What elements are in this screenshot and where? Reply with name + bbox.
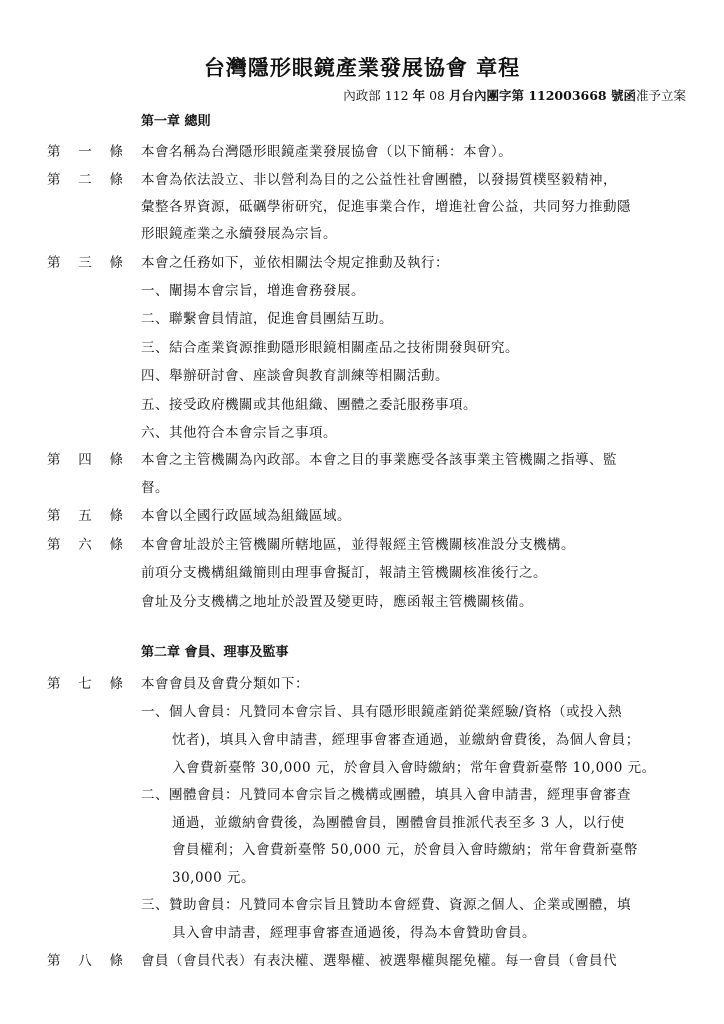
article-line: 前項分支機構組織簡則由理事會擬訂，報請主管機關核准後行之。: [141, 565, 547, 581]
article-item: 三、贊助會員：凡贊同本會宗旨且贊助本會經費、資源之個人、企業或團體，填: [141, 897, 631, 913]
approval-year: 年: [412, 88, 426, 103]
article-line: 本會為依法設立、非以營利為目的之公益性社會團體，以發揚質樸堅毅精神，: [141, 172, 617, 188]
approval-doc-number: 台內團字第 112003668 號: [461, 88, 624, 103]
article-item: 二、團體會員：凡贊同本會宗旨之機構或團體，填具入會申請書，經理事會審查: [141, 787, 631, 803]
article-number: 第 一 條: [47, 144, 123, 160]
article-number: 第 二 條: [47, 172, 123, 188]
article-line: 本會會員及會費分類如下：: [141, 676, 309, 692]
article-item: 三、結合產業資源推動隱形眼鏡相關產品之技術開發與研究。: [141, 340, 519, 356]
document-title: 台灣隱形眼鏡產業發展協會 章程: [203, 55, 521, 80]
approval-month-unit: 月: [448, 88, 462, 103]
article-line: 督。: [141, 480, 169, 496]
article-line: 本會之任務如下，並依相關法令規定推動及執行：: [141, 255, 449, 271]
approval-note: [343, 86, 686, 104]
article-line: 會員（會員代表）有表決權、選舉權、被選舉權與罷免權。每一會員（會員代: [141, 953, 617, 969]
article-item-cont: 通過，並繳納會費後，為團體會員，團體會員推派代表至多 3 人，以行使: [172, 815, 625, 831]
article-number: 第 四 條: [47, 452, 123, 468]
article-number: 第 五 條: [47, 508, 123, 524]
article-item-cont: 入會費新臺幣 30,000 元，於會員入會時繳納；常年會費新臺幣 10,000 元。: [172, 760, 656, 776]
article-line: 形眼鏡產業之永續發展為宗旨。: [141, 226, 337, 242]
article-item-cont: 具入會申請書，經理事會審查通過後，得為本會贊助會員。: [172, 925, 536, 941]
article-item: 五、接受政府機關或其他組織、團體之委託服務事項。: [141, 397, 477, 413]
chapter-2-heading: 第二章 會員、理事及監事: [141, 645, 289, 660]
article-item: 四、舉辦研討會、座談會與教育訓練等相關活動。: [141, 368, 449, 384]
approval-month: 08: [425, 88, 449, 103]
article-number: 第 三 條: [47, 255, 123, 271]
article-item-cont: 忱者)，填具入會申請書，經理事會審查通過，並繳納會費後，為個人會員；: [172, 732, 640, 748]
chapter-1-heading: 第一章 總則: [141, 114, 211, 129]
article-number: 第 八 條: [47, 953, 123, 969]
approval-letter: 函: [623, 88, 636, 103]
article-line: 會址及分支機構之地址於設置及變更時，應函報主管機關核備。: [141, 594, 533, 610]
approval-suffix: 准予立案: [635, 88, 686, 103]
article-item-cont: 會員權利；入會費新臺幣 50,000 元，於會員入會時繳納；常年會費新臺幣: [172, 842, 638, 858]
approval-prefix: 內政部 112: [343, 88, 413, 103]
article-line: 彙整各界資源，砥礪學術研究，促進事業合作，增進社會公益，共同努力推動隱: [141, 199, 631, 215]
article-line: 本會之主管機關為內政部。本會之目的事業應受各該事業主管機關之指導、監: [141, 452, 617, 468]
article-item: 一、闡揚本會宗旨，增進會務發展。: [141, 283, 365, 299]
article-item: 一、個人會員：凡贊同本會宗旨、具有隱形眼鏡產銷從業經驗/資格（或投入熱: [141, 704, 623, 720]
article-number: 第 六 條: [47, 537, 123, 553]
article-item-cont: 30,000 元。: [172, 870, 256, 886]
article-line: 本會名稱為台灣隱形眼鏡產業發展協會（以下簡稱：本會）。: [141, 144, 513, 160]
article-line: 本會會址設於主管機關所轄地區，並得報經主管機關核准設分支機構。: [141, 537, 575, 553]
article-line: 本會以全國行政區域為組織區域。: [141, 508, 351, 524]
article-item: 六、其他符合本會宗旨之事項。: [141, 425, 337, 441]
article-item: 二、聯繫會員情誼，促進會員團結互助。: [141, 311, 393, 327]
article-number: 第 七 條: [47, 676, 123, 692]
